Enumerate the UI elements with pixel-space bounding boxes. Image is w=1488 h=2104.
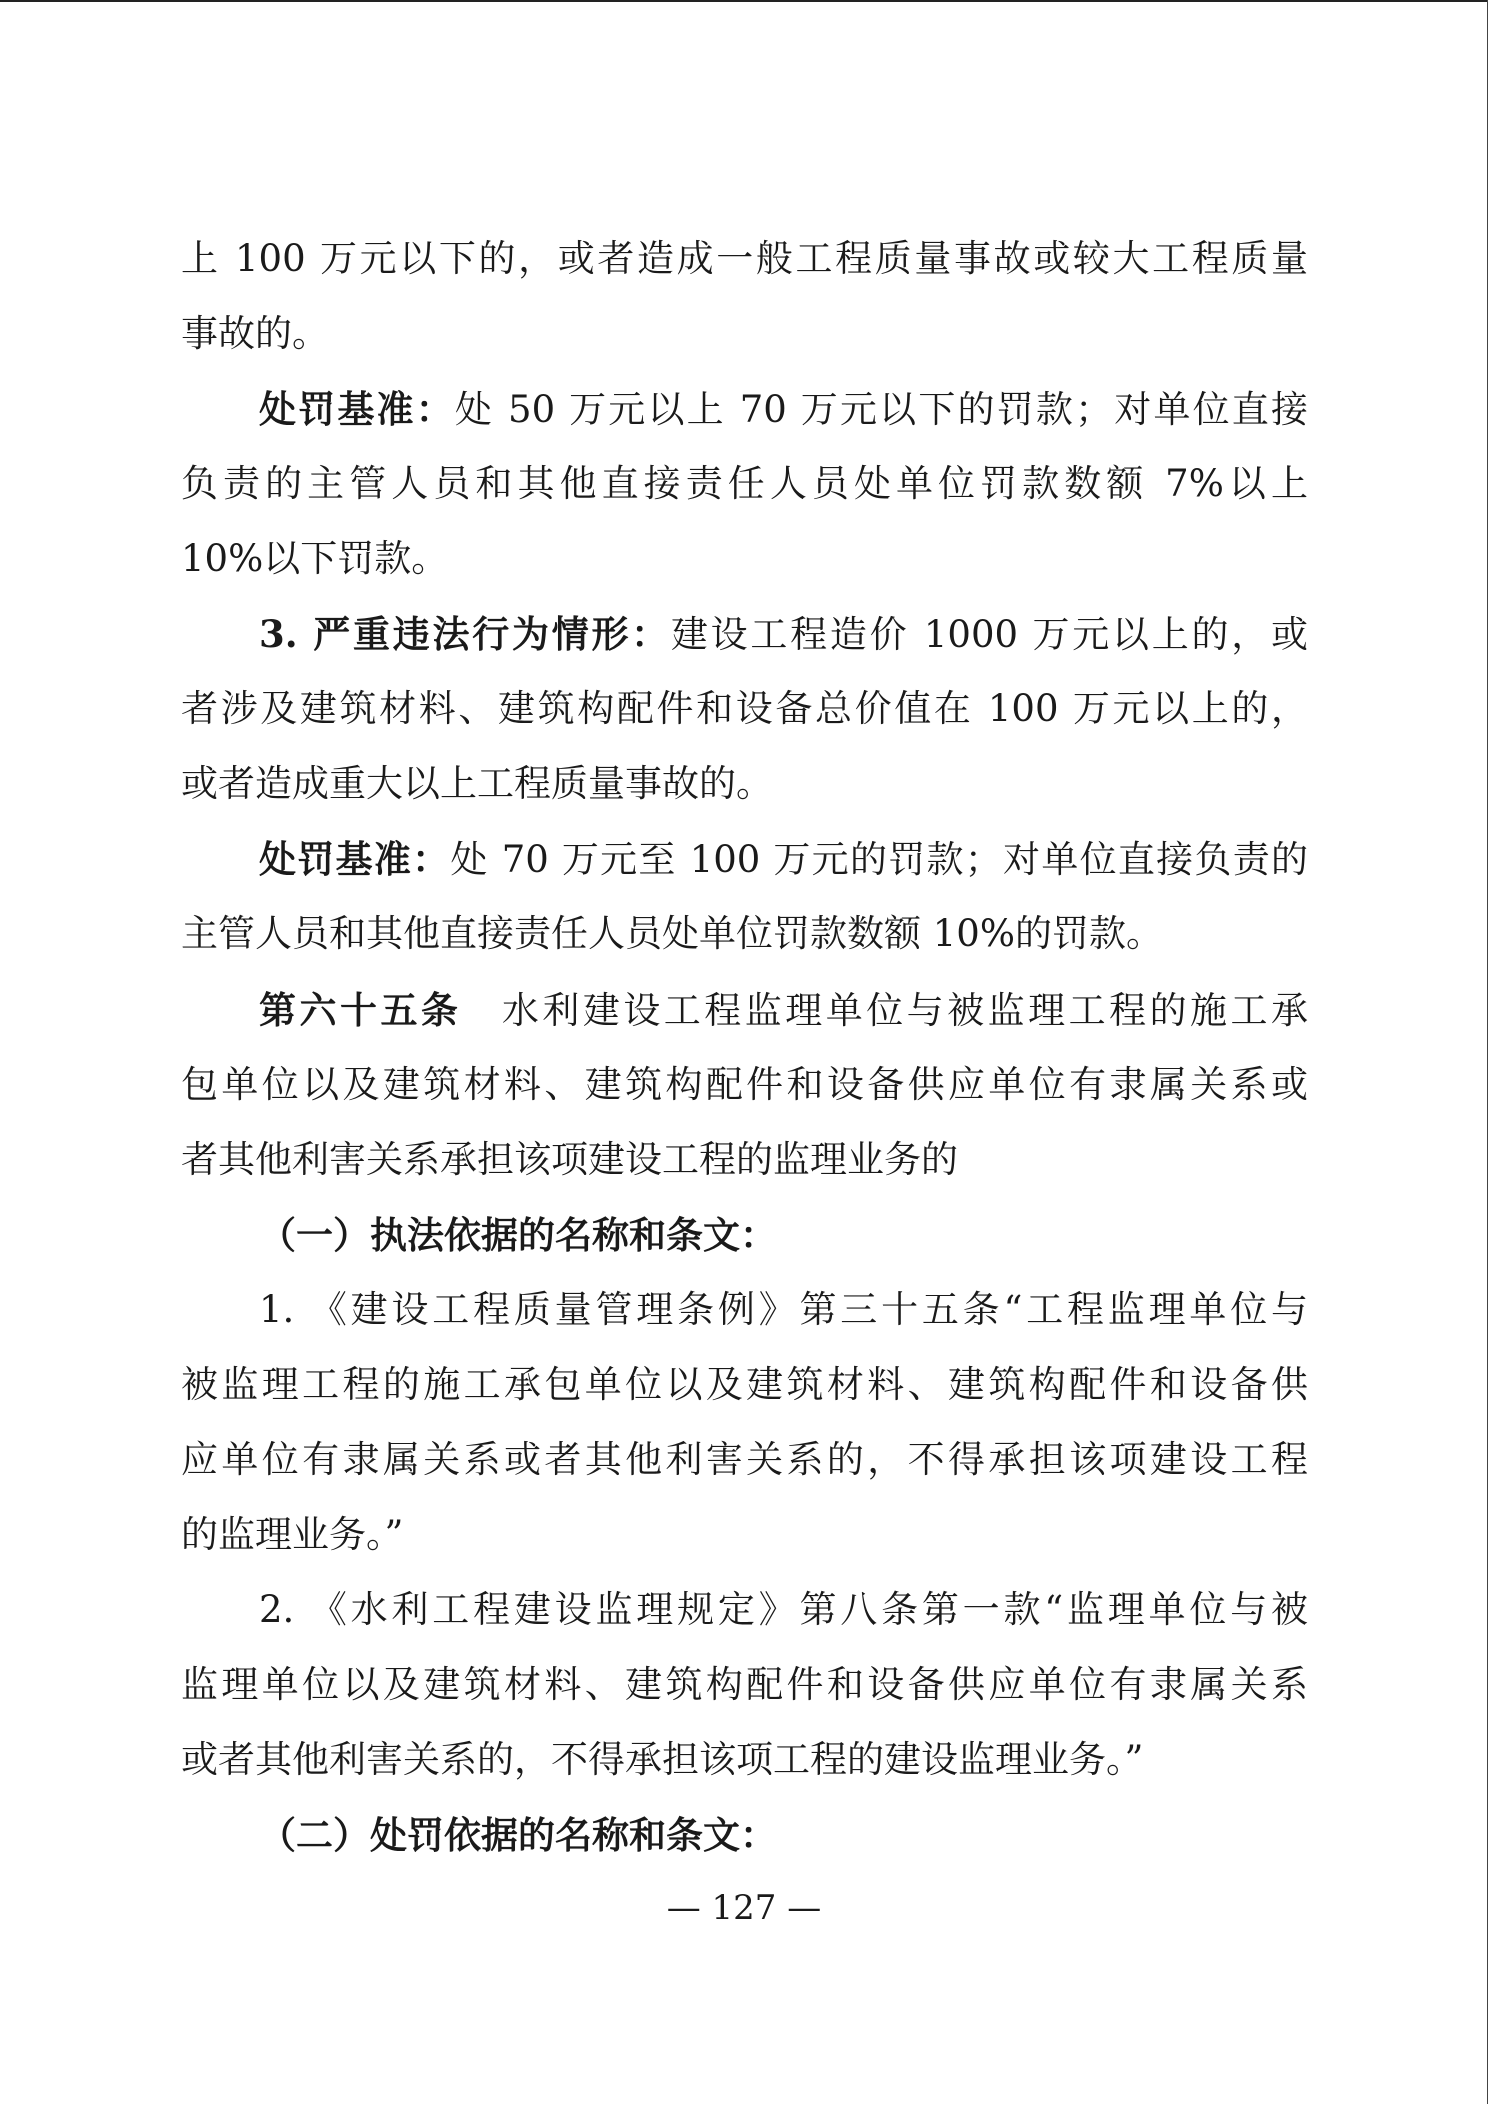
text-line	[181, 531, 1308, 587]
text-line	[181, 231, 1308, 287]
text-line	[181, 1057, 1308, 1113]
text-line	[181, 1507, 1308, 1563]
text-line	[181, 756, 1308, 812]
line-text: 负责的主管人员和其他直接责任人员处单位罚款数额 7%以上	[181, 462, 1308, 506]
line-text: 10%以下罚款。	[181, 537, 449, 581]
line-text: 建设工程造价 1000 万元以上的，或	[670, 613, 1309, 657]
text-line	[181, 1732, 1308, 1788]
text-line	[259, 982, 1308, 1038]
text-line	[259, 1582, 1308, 1638]
line-text: 水利建设工程监理单位与被监理工程的施工承	[461, 988, 1309, 1032]
line-text: 处 70 万元至 100 万元的罚款；对单位直接负责的	[450, 838, 1309, 882]
line-text: 的监理业务。”	[181, 1512, 404, 1556]
text-line	[181, 906, 1308, 962]
line-text: 处 50 万元以上 70 万元以下的罚款；对单位直接	[454, 388, 1308, 432]
bold-heading: 3. 严重违法行为情形：	[259, 612, 671, 657]
bold-heading: 第六十五条	[259, 987, 462, 1032]
line-text: 主管人员和其他直接责任人员处单位罚款数额 10%的罚款。	[181, 912, 1163, 956]
text-line	[181, 306, 1308, 362]
text-line	[181, 1657, 1308, 1713]
bold-heading: 处罚基准：	[259, 387, 455, 432]
page-number: — 127 —	[666, 1888, 822, 1928]
text-line	[181, 1132, 1308, 1188]
line-text: 1. 《建设工程质量管理条例》第三十五条“工程监理单位与	[259, 1287, 1308, 1331]
text-line	[181, 1357, 1308, 1413]
text-line	[181, 681, 1308, 737]
text-line	[259, 381, 1308, 437]
line-text: 事故的。	[181, 312, 329, 356]
text-line	[259, 606, 1308, 662]
text-line	[259, 1807, 1308, 1863]
line-text: 者其他利害关系承担该项建设工程的监理业务的	[181, 1137, 958, 1181]
line-text: 或者其他利害关系的，不得承担该项工程的建设监理业务。”	[181, 1738, 1144, 1781]
line-text: 上 100 万元以下的，或者造成一般工程质量事故或较大工程质量	[181, 237, 1308, 280]
bold-heading: 处罚基准：	[259, 837, 451, 882]
bold-heading: （二）处罚依据的名称和条文：	[259, 1813, 777, 1858]
text-line	[259, 831, 1308, 887]
line-text: 应单位有隶属关系或者其他利害关系的，不得承担该项建设工程	[181, 1437, 1308, 1481]
text-line	[259, 1207, 1308, 1263]
text-line	[181, 456, 1308, 512]
line-text: 者涉及建筑材料、建筑构配件和设备总价值在 100 万元以上的，	[181, 687, 1308, 731]
line-text: 被监理工程的施工承包单位以及建筑材料、建筑构配件和设备供	[181, 1362, 1308, 1406]
bold-heading: （一）执法依据的名称和条文：	[259, 1212, 777, 1257]
page-top-border	[0, 0, 1488, 2]
line-text: 或者造成重大以上工程质量事故的。	[181, 762, 773, 806]
line-text: 监理单位以及建筑材料、建筑构配件和设备供应单位有隶属关系	[181, 1662, 1308, 1706]
line-text: 包单位以及建筑材料、建筑构配件和设备供应单位有隶属关系或	[181, 1062, 1308, 1106]
text-line	[259, 1282, 1308, 1338]
line-text: 2. 《水利工程建设监理规定》第八条第一款“监理单位与被	[259, 1587, 1308, 1631]
text-line	[181, 1432, 1308, 1488]
